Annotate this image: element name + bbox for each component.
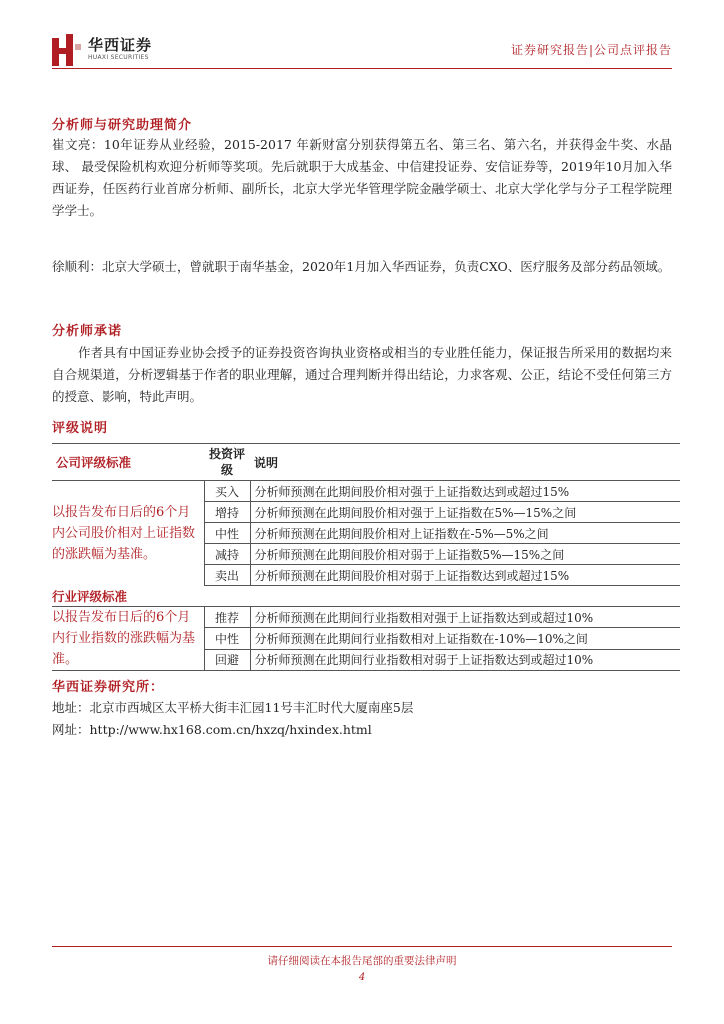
legal-notice: 请仔细阅读在本报告尾部的重要法律声明 — [267, 955, 457, 967]
institute-title: 华西证券研究所： — [52, 680, 165, 695]
rating-level: 买入 — [204, 481, 250, 502]
huaxi-logo-icon — [52, 34, 82, 66]
header-divider — [52, 68, 672, 69]
page-number: 4 — [358, 972, 366, 983]
page-header — [0, 0, 724, 72]
analyst-bio-xu: 徐顺利：北京大学硕士，曾就职于南华基金，2020年1月加入华西证券，负责CXO、医疗服务及部分药品领域。 — [52, 259, 671, 274]
rating-description: 分析师预测在此期间股价相对上证指数在-5%—5%之间 — [250, 523, 680, 544]
brand-name: 华西证券 — [88, 36, 153, 54]
rating-table — [52, 443, 680, 671]
description-column-header: 说明 — [250, 444, 680, 481]
rating-title: 评级说明 — [52, 421, 109, 436]
analyst-bio-cui: 崔文亮：10年证券从业经验，2015-2017 年新财富分别获得第五名、第三名、第六名，并获得金牛奖、水晶球、 最受保险机构欢迎分析师等奖项。先后就职于大成基金、中信建投证券、安信证券等，2019年10月加入华西证券，任医药行业首席分析师、副所长，北京大学光华管理学院金融学硕士、北京大学化学与分子工程学院理学学士。 — [52, 137, 672, 218]
analyst-intro-title: 分析师与研究助理简介 — [52, 118, 193, 133]
table-row — [52, 607, 680, 628]
company-rating-standard: 以报告发布日后的6个月内公司股价相对上证指数的涨跌幅为基准。 — [52, 504, 196, 562]
rating-table-header — [52, 444, 680, 481]
rating-description: 分析师预测在此期间行业指数相对上证指数在-10%—10%之间 — [250, 628, 680, 649]
rating-level: 回避 — [204, 649, 250, 670]
company-rating-header: 公司评级标准 — [52, 444, 204, 481]
commitment-text: 作者具有中国证券业协会授予的证券投资咨询执业资格或相当的专业胜任能力，保证报告所采用的数据均来自合规渠道，分析逻辑基于作者的职业理解，通过合理判断并得出结论，力求客观、公正，结论不受任何第三方的授意、影响，特此声明。 — [52, 345, 672, 404]
industry-rating-header-row — [52, 586, 680, 607]
rating-level: 中性 — [204, 523, 250, 544]
brand-name-en: HUAXI SECURITIES — [88, 54, 149, 61]
industry-rating-standard: 以报告发布日后的6个月内行业指数的涨跌幅为基准。 — [52, 607, 204, 671]
rating-level: 卖出 — [204, 565, 250, 586]
rating-description: 分析师预测在此期间行业指数相对弱于上证指数达到或超过10% — [250, 649, 680, 670]
table-row — [52, 481, 680, 502]
rating-description: 分析师预测在此期间股价相对弱于上证指数达到或超过15% — [250, 565, 680, 586]
rating-column-header: 投资评级 — [204, 444, 250, 481]
rating-level: 增持 — [204, 502, 250, 523]
rating-level: 推荐 — [204, 607, 250, 628]
rating-level: 中性 — [204, 628, 250, 649]
report-type: 证券研究报告|公司点评报告 — [510, 43, 672, 57]
institute-address: 地址：北京市西城区太平桥大街丰汇园11号丰汇时代大厦南座5层 — [52, 700, 414, 715]
footer-divider — [52, 946, 672, 947]
rating-description: 分析师预测在此期间股价相对弱于上证指数5%—15%之间 — [250, 544, 680, 565]
rating-level: 减持 — [204, 544, 250, 565]
institute-website[interactable]: 网址：http://www.hx168.com.cn/hxzq/hxindex.html — [52, 722, 372, 737]
rating-description: 分析师预测在此期间股价相对强于上证指数在5%—15%之间 — [250, 502, 680, 523]
rating-description: 分析师预测在此期间股价相对强于上证指数达到或超过15% — [250, 481, 680, 502]
rating-description: 分析师预测在此期间行业指数相对强于上证指数达到或超过10% — [250, 607, 680, 628]
commitment-title: 分析师承诺 — [52, 324, 123, 339]
industry-rating-header: 行业评级标准 — [52, 586, 204, 607]
